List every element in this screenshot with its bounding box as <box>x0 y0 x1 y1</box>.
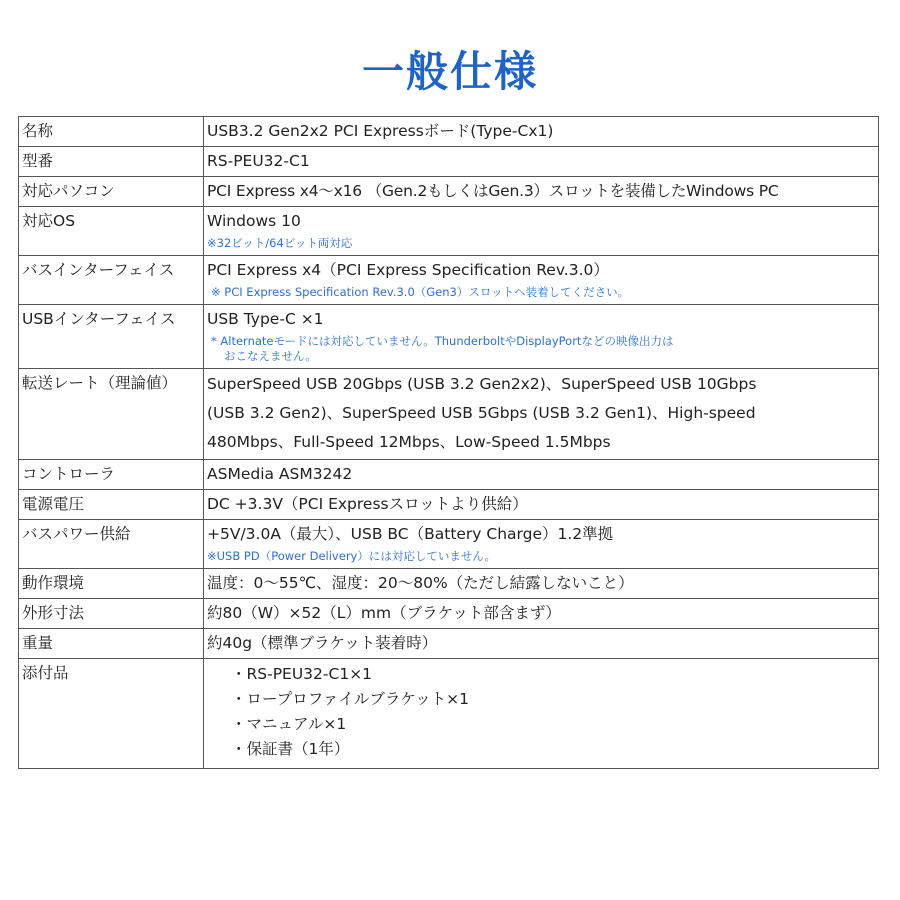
table-row <box>19 147 879 177</box>
table-row <box>19 490 879 520</box>
row-value: 約80（W）×52（L）mm（ブラケット部含まず） <box>204 599 879 629</box>
table-row <box>19 659 879 769</box>
table-row <box>19 207 879 256</box>
row-label: 重量 <box>19 629 204 659</box>
row-label: コントローラ <box>19 460 204 490</box>
table-row <box>19 256 879 305</box>
table-row <box>19 117 879 147</box>
row-note: おこなえません。 <box>224 349 317 363</box>
row-value: 約40g（標準ブラケット装着時） <box>204 629 879 659</box>
row-label: 添付品 <box>19 659 204 769</box>
table-row <box>19 177 879 207</box>
accessory-item: ・RS-PEU32-C1×1 <box>231 665 373 683</box>
row-value <box>204 369 879 460</box>
table-row <box>19 599 879 629</box>
row-label: 動作環境 <box>19 569 204 599</box>
row-note: ※32ビット/64ビット両対応 <box>207 236 353 250</box>
row-label: 外形寸法 <box>19 599 204 629</box>
accessory-item: ・ロープロファイルブラケット×1 <box>231 690 469 708</box>
row-note: * Alternateモードには対応していません。ThunderboltやDisplayPortなどの映像出力は <box>211 334 674 348</box>
spec-table <box>18 116 879 769</box>
row-value: RS-PEU32-C1 <box>204 147 879 177</box>
row-value <box>204 256 879 305</box>
row-value <box>204 520 879 569</box>
table-row <box>19 305 879 369</box>
row-label: 対応パソコン <box>19 177 204 207</box>
row-value: USB3.2 Gen2x2 PCI Expressボード(Type-Cx1) <box>204 117 879 147</box>
row-value: 温度：0～55℃、湿度：20～80%（ただし結露しないこと） <box>204 569 879 599</box>
row-value: ASMedia ASM3242 <box>204 460 879 490</box>
row-label: バスパワー供給 <box>19 520 204 569</box>
page-title: 一般仕様 <box>361 47 538 96</box>
table-row <box>19 460 879 490</box>
row-value-text: +5V/3.0A（最大）、USB BC（Battery Charge）1.2準拠 <box>207 525 614 543</box>
row-note: ※USB PD（Power Delivery）には対応していません。 <box>207 549 497 563</box>
row-value <box>204 659 879 769</box>
row-value <box>204 207 879 256</box>
table-row <box>19 520 879 569</box>
row-label: 名称 <box>19 117 204 147</box>
row-label: 対応OS <box>19 207 204 256</box>
row-value <box>204 177 879 207</box>
row-value-line: SuperSpeed USB 20Gbps (USB 3.2 Gen2x2)、SuperSpeed USB 10Gbps <box>207 375 757 393</box>
row-label: 転送レート（理論値） <box>19 369 204 460</box>
row-label: 電源電圧 <box>19 490 204 520</box>
table-row <box>19 569 879 599</box>
row-value-text: PCI Express x4（PCI Express Specification Rev.3.0） <box>207 261 609 279</box>
accessory-item: ・保証書（1年） <box>231 740 350 758</box>
accessory-item: ・マニュアル×1 <box>231 715 347 733</box>
row-label: USBインターフェイス <box>19 305 204 369</box>
row-value-text: PCI Express x4～x16 （Gen.2もしくはGen.3）スロットを装備したWindows PC <box>207 182 779 200</box>
row-label: 型番 <box>19 147 204 177</box>
row-value-line: (USB 3.2 Gen2)、SuperSpeed USB 5Gbps (USB 3.2 Gen1)、High-speed <box>207 404 756 422</box>
row-value: DC +3.3V（PCI Expressスロットより供給） <box>204 490 879 520</box>
row-value-line: 480Mbps、Full-Speed 12Mbps、Low-Speed 1.5Mbps <box>207 433 611 451</box>
row-value-text: Windows 10 <box>207 212 301 230</box>
table-row <box>19 369 879 460</box>
row-note: ※ PCI Express Specification Rev.3.0（Gen3）スロットへ装着してください。 <box>211 285 630 299</box>
table-row <box>19 629 879 659</box>
row-label: バスインターフェイス <box>19 256 204 305</box>
row-value-text: USB Type-C ×1 <box>207 310 324 328</box>
row-value <box>204 305 879 369</box>
